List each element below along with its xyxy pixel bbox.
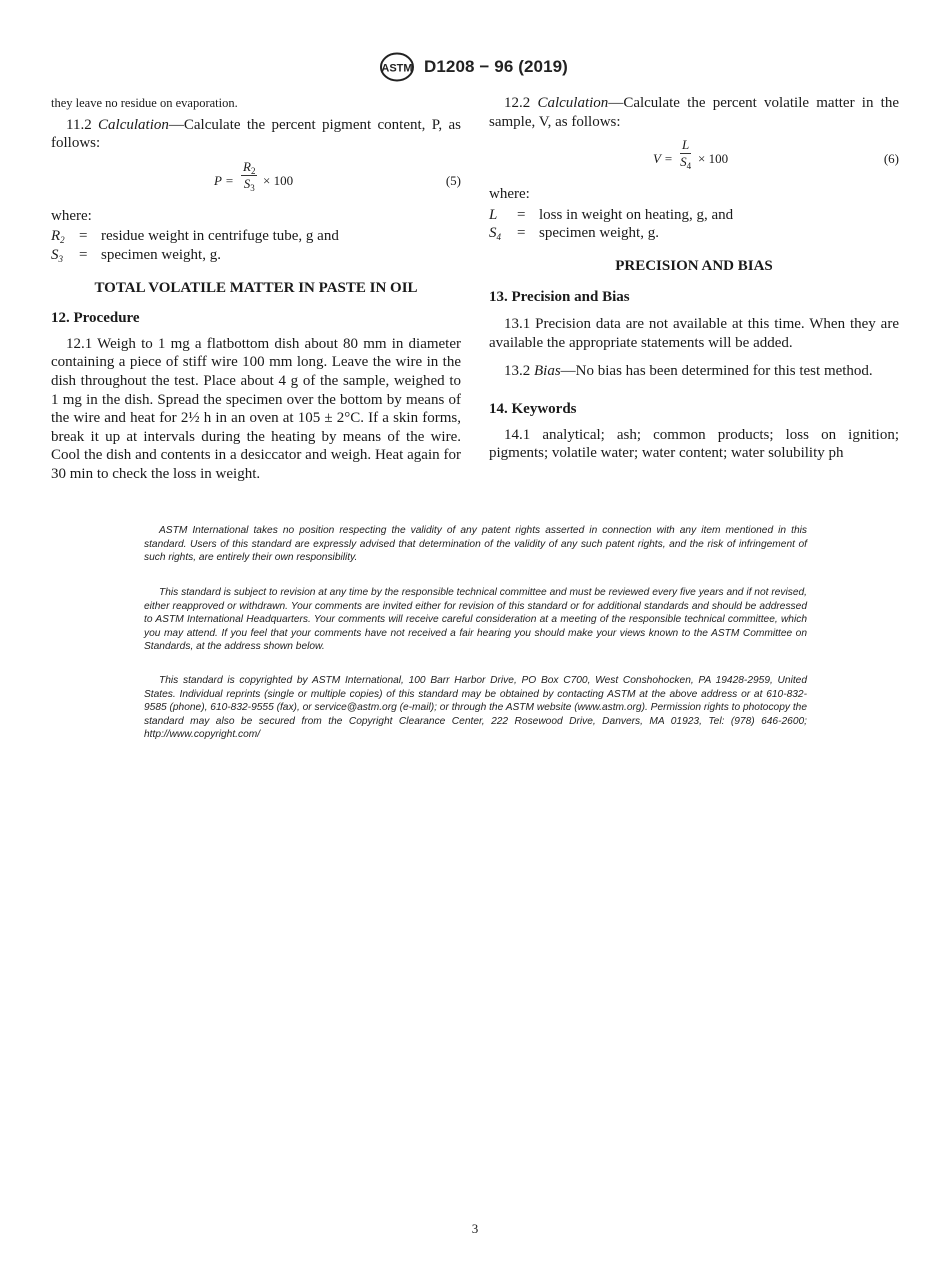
right-column bbox=[489, 94, 899, 463]
notice-revision: This standard is subject to revision at any time by the responsible technical committee and must be reviewed every five years and if not revised, either reapproved or withdrawn. Your comments are invited either for revision of this standard or for additional standards and should be addressed to ASTM International Headquarters. Your comments will receive careful consideration at a meeting of the responsible technical committee, which you may attend. If you feel that your comments have not received a fair hearing you should make your views known to the ASTM Committee on Standards, at the address shown below. bbox=[144, 587, 807, 653]
definition-row: $S_4$ = specimen weight, g. bbox=[489, 225, 659, 243]
heading-precision-bias: 13. Precision and Bias bbox=[489, 288, 630, 305]
astm-logo bbox=[379, 52, 415, 82]
section-title-volatile: TOTAL VOLATILE MATTER IN PASTE IN OIL bbox=[94, 279, 418, 296]
definition-row: $R_2$ = residue weight in centrifuge tube, g and bbox=[51, 228, 339, 246]
section-12-2: 12.2 Calculation—Calculate the percent volatile matter in the sample, V, as follows: bbox=[489, 95, 900, 130]
equation-6: V = $\frac{L}{S_4}$ × 100 (6) bbox=[653, 137, 899, 172]
equation-number: (6) bbox=[883, 151, 899, 167]
page-number: 3 bbox=[471, 1221, 479, 1236]
svg-text:ASTM: ASTM bbox=[381, 62, 413, 75]
definition-row: L = loss in weight on heating, g, and bbox=[489, 206, 734, 223]
paragraph-continuation: they leave no residue on evaporation. bbox=[51, 96, 238, 110]
where-label: where: bbox=[489, 186, 530, 203]
page-header bbox=[0, 52, 950, 84]
variable-definitions bbox=[489, 206, 899, 243]
section-11-2: 11.2 Calculation—Calculate the percent pigment content, P, as follows: bbox=[51, 116, 461, 152]
section-14-1: 14.1 analytical; ash; common products; loss on ignition; pigments; volatile water; water content; water solubility ph bbox=[489, 426, 899, 462]
heading-procedure: 12. Procedure bbox=[51, 310, 140, 327]
variable-definitions bbox=[51, 227, 461, 264]
section-title-precision: PRECISION AND BIAS bbox=[615, 257, 773, 274]
section-12-1: 12.1 Weigh to 1 mg a flatbottom dish about 80 mm in diameter containing a piece of stiff wire 100 mm long. Leave the wire in the dish throughout the test. Place about 4 g of the sample, weighed to 1 mg in the dish. Spread the specimen over the bottom by means of the wire and heat for 2½ h in an oven at 105 ± 2°C. If a skin forms, break it up at intervals during the heating by means of the wire. Cool the dish and contents in a desiccator and weigh. Heat again for 30 min to check the loss in weight. bbox=[51, 335, 461, 482]
left-column bbox=[51, 94, 461, 484]
equation-5: P = $\frac{R_2}{S_3}$ × 100 (5) bbox=[214, 158, 461, 193]
notice-copyright: This standard is copyrighted by ASTM International, 100 Barr Harbor Drive, PO Box C700, West Conshohocken, PA 19428-2959, United States. Individual reprints (single or multiple copies) of this standard may be obtained by contacting ASTM at the above address or at 610-832-9585 (phone), 610-832-9555 (fax), or service@astm.org (e-mail); or through the ASTM website (www.astm.org). Permission rights to photocopy the standard may also be secured from the Copyright Clearance Center, 222 Rosewood Drive, Danvers, MA 01923, Tel: (978) 646-2600; http://www.copyright.com/ bbox=[144, 675, 807, 741]
definition-row: $S_3$ = specimen weight, g. bbox=[51, 246, 221, 264]
equation-number: (5) bbox=[445, 172, 461, 188]
section-13-2: 13.2 Bias—No bias has been determined for this test method. bbox=[504, 363, 873, 380]
document-designation: D1208 − 96 (2019) bbox=[424, 57, 568, 76]
where-label: where: bbox=[51, 207, 92, 224]
section-13-1: 13.1 Precision data are not available at this time. When they are available the appropriate statements will be added. bbox=[489, 316, 899, 351]
heading-keywords: 14. Keywords bbox=[489, 400, 577, 417]
notice-patent: ASTM International takes no position respecting the validity of any patent rights asserted in connection with any item mentioned in this standard. Users of this standard are expressly advised that determination of the validity of any such patent rights, and the risk of infringement of such rights, are entirely their own responsibility. bbox=[144, 525, 807, 564]
